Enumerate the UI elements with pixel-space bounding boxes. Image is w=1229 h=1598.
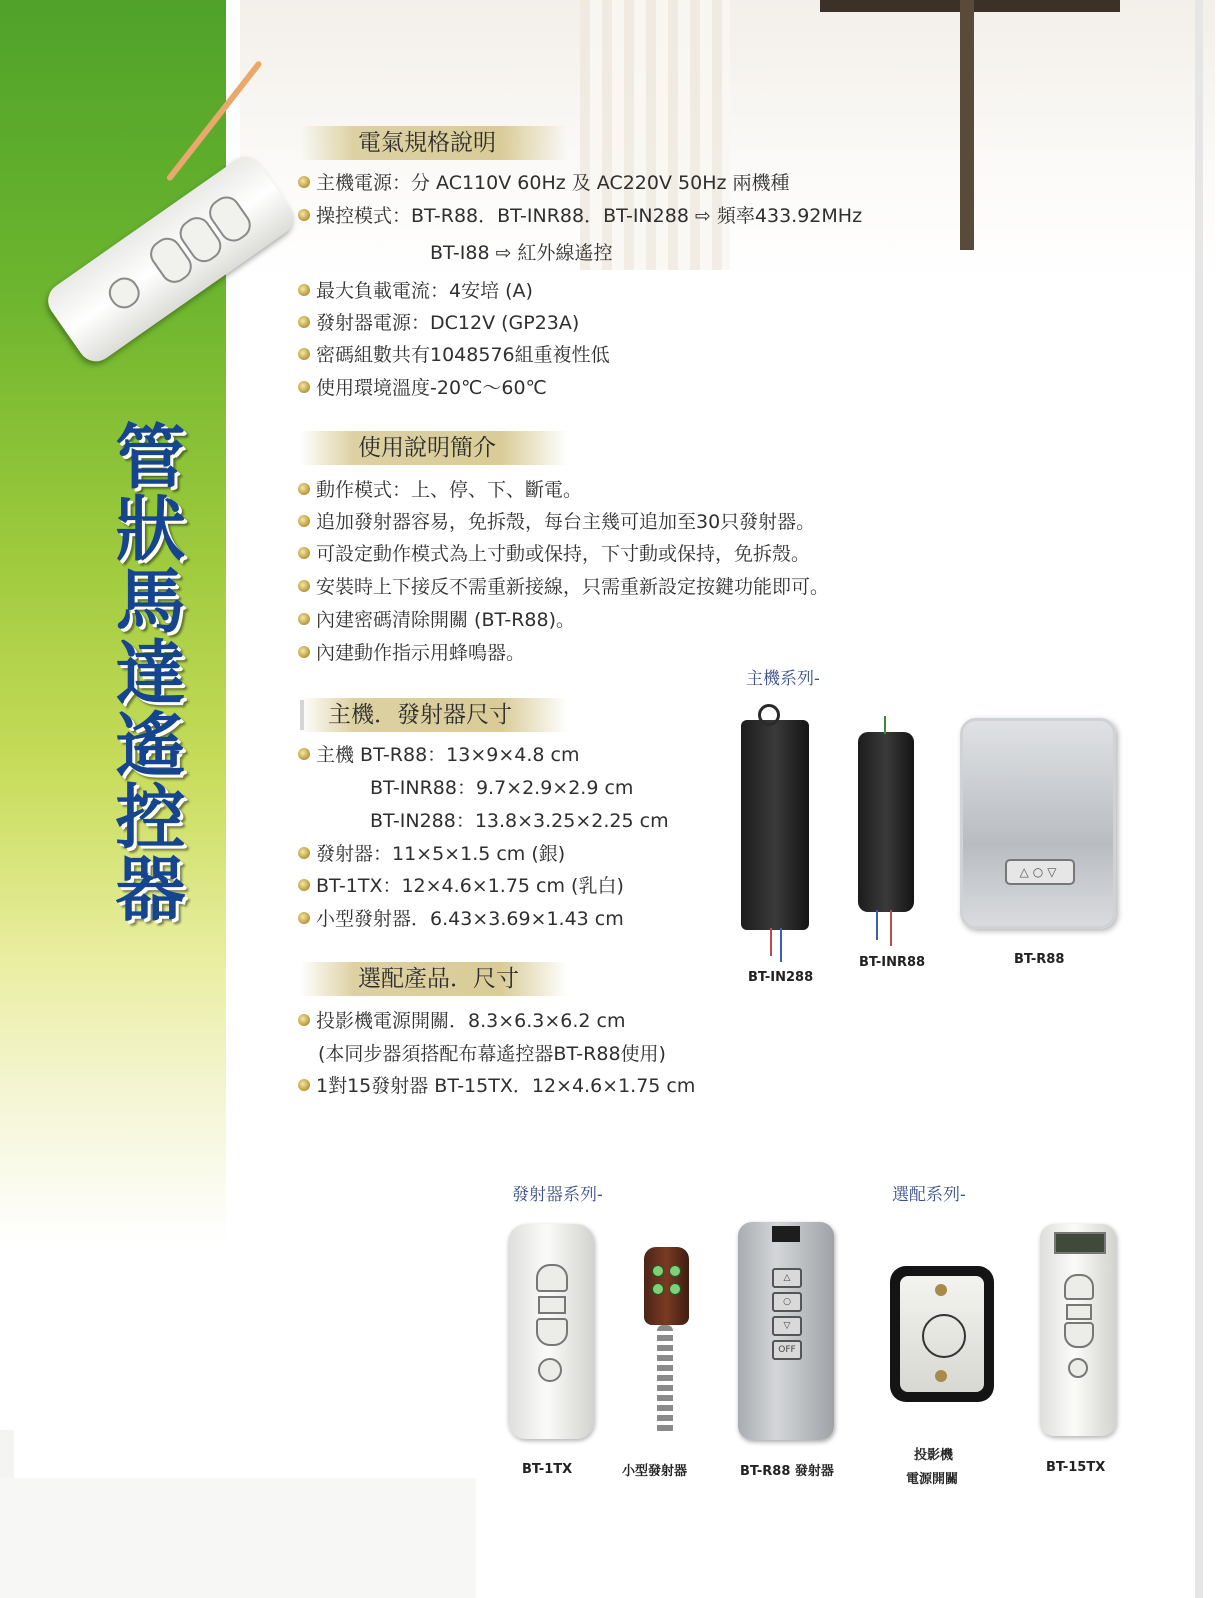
spec-line: 使用環境溫度-20℃～60℃ xyxy=(298,376,547,400)
tx-up-shape xyxy=(536,1264,568,1292)
bt-in288-device xyxy=(741,720,809,930)
bullet-icon xyxy=(298,483,310,495)
spec-line: 最大負載電流：4安培 (A) xyxy=(298,279,533,303)
section-heading-electrical: 電氣規格說明 xyxy=(300,126,568,160)
tx-stop-shape xyxy=(1066,1304,1092,1320)
dimension-line: BT-INR88：9.7×2.9×2.9 cm xyxy=(370,777,634,799)
dimension-line: BT-IN288：13.8×3.25×2.25 cm xyxy=(370,810,669,832)
wire xyxy=(890,910,892,946)
series-label-main: 主機系列- xyxy=(746,669,820,689)
bullet-icon xyxy=(298,580,310,592)
dimension-line: 小型發射器．6.43×3.69×1.43 cm xyxy=(298,907,624,931)
fob-button-shape xyxy=(652,1283,664,1295)
ts-off-button: OFF xyxy=(772,1340,802,1360)
key-chain xyxy=(657,1325,673,1435)
lcd-screen xyxy=(1054,1232,1106,1254)
bullet-icon xyxy=(298,912,310,924)
spec-line: 操控模式：BT-R88．BT-INR88．BT-IN288 ⇨ 頻率433.92MHz xyxy=(298,204,862,228)
section-heading-options: 選配產品．尺寸 xyxy=(300,962,568,996)
bt-r88-device xyxy=(960,718,1116,929)
bullet-icon xyxy=(298,547,310,559)
mini-transmitter-device xyxy=(644,1247,689,1325)
bottom-blank-block xyxy=(0,1478,476,1598)
bullet-icon xyxy=(298,879,310,891)
bullet-icon xyxy=(298,1014,310,1026)
tx-up-shape xyxy=(1064,1274,1094,1300)
tx-round-shape xyxy=(538,1358,562,1382)
series-label-optional: 選配系列- xyxy=(892,1185,966,1205)
tx-down-shape xyxy=(536,1318,568,1346)
fob-button-shape xyxy=(669,1265,681,1277)
ts-up-button: △ xyxy=(772,1268,802,1288)
bullet-icon xyxy=(298,348,310,360)
usage-line: 動作模式：上、停、下、斷電。 xyxy=(298,478,582,502)
tx-round-shape xyxy=(1068,1358,1088,1378)
bullet-icon xyxy=(298,316,310,328)
product-label-15tx: BT-15TX xyxy=(1046,1460,1106,1475)
product-label-projector-2: 電源開關 xyxy=(906,1472,959,1487)
wire xyxy=(876,910,878,940)
fob-button-shape xyxy=(669,1283,681,1295)
usage-line: 內建動作指示用蜂鳴器。 xyxy=(298,641,525,665)
product-label-r88tx: BT-R88 發射器 xyxy=(740,1464,834,1479)
tx-down-shape xyxy=(1064,1322,1094,1348)
wire xyxy=(884,716,886,734)
spec-line: 發射器電源：DC12V (GP23A) xyxy=(298,311,579,335)
remote-round-button-shape xyxy=(103,272,145,314)
dimension-line: BT-1TX：12×4.6×1.75 cm (乳白) xyxy=(298,874,624,898)
usage-line: 追加發射器容易，免拆殼，每台主幾可追加至30只發射器。 xyxy=(298,510,815,534)
bullet-icon xyxy=(298,748,310,760)
bullet-icon xyxy=(298,613,310,625)
bt-inr88-device xyxy=(858,732,914,912)
option-line: 1對15發射器 BT-15TX．12×4.6×1.75 cm xyxy=(298,1074,695,1098)
bottom-left-strip xyxy=(0,1430,14,1480)
dimension-line: 發射器：11×5×1.5 cm (銀) xyxy=(298,842,565,866)
bullet-icon xyxy=(298,209,310,221)
dimension-line: 主機 BT-R88：13×9×4.8 cm xyxy=(298,743,580,767)
usage-line: 可設定動作模式為上寸動或保持，下寸動或保持，免拆殼。 xyxy=(298,542,810,566)
bullet-icon xyxy=(298,284,310,296)
option-line: 投影機電源開關．8.3×6.3×6.2 cm xyxy=(298,1009,625,1033)
bullet-icon xyxy=(298,1079,310,1091)
section-heading-usage: 使用說明簡介 xyxy=(300,431,568,465)
ts-stop-button: ○ xyxy=(772,1292,802,1312)
screw-icon xyxy=(935,1370,947,1382)
bullet-icon xyxy=(298,381,310,393)
spec-line: 密碼組數共有1048576組重複性低 xyxy=(298,343,610,367)
option-line: (本同步器須搭配布幕遙控器BT-R88使用) xyxy=(318,1043,666,1065)
tx-stop-shape xyxy=(538,1296,566,1314)
spec-line: 主機電源：分 AC110V 60Hz 及 AC220V 50Hz 兩機種 xyxy=(298,171,790,195)
outlet-icon xyxy=(922,1314,966,1358)
bullet-icon xyxy=(298,176,310,188)
series-label-transmitter: 發射器系列- xyxy=(512,1185,603,1205)
antenna-cap xyxy=(772,1226,800,1242)
curtain-left xyxy=(580,0,730,270)
wire xyxy=(770,928,772,956)
socket-face xyxy=(900,1276,984,1392)
product-label-inr88: BT-INR88 xyxy=(859,955,926,970)
product-label-mini: 小型發射器 xyxy=(622,1464,688,1479)
hanging-loop xyxy=(758,704,780,726)
bullet-icon xyxy=(298,515,310,527)
wire xyxy=(780,928,782,962)
side-title: 管狀馬達遙控器 xyxy=(104,420,187,924)
section-heading-dimensions: 主機．發射器尺寸 xyxy=(300,698,568,732)
product-label-in288: BT-IN288 xyxy=(748,970,814,985)
projector-power-switch-device xyxy=(890,1266,994,1402)
bt-15tx-device xyxy=(1040,1224,1116,1436)
spec-line: BT-I88 ⇨ 紅外線遙控 xyxy=(430,242,613,264)
usage-line: 安裝時上下接反不需重新接線，只需重新設定按鍵功能即可。 xyxy=(298,575,829,599)
screw-icon xyxy=(935,1284,947,1296)
product-label-r88: BT-R88 xyxy=(1014,952,1065,967)
bt-1tx-device xyxy=(508,1224,594,1439)
rx-button-panel: △○▽ xyxy=(1005,859,1075,885)
bt-r88-transmitter-device xyxy=(738,1222,834,1440)
bullet-icon xyxy=(298,847,310,859)
fob-button-shape xyxy=(652,1265,664,1277)
product-label-1tx: BT-1TX xyxy=(522,1462,573,1477)
bullet-icon xyxy=(298,646,310,658)
ts-down-button: ▽ xyxy=(772,1316,802,1336)
window-frame xyxy=(960,0,974,250)
usage-line: 內建密碼清除開關 (BT-R88)。 xyxy=(298,608,575,632)
page-right-edge xyxy=(1195,0,1203,1598)
product-label-projector: 投影機 xyxy=(914,1448,954,1463)
